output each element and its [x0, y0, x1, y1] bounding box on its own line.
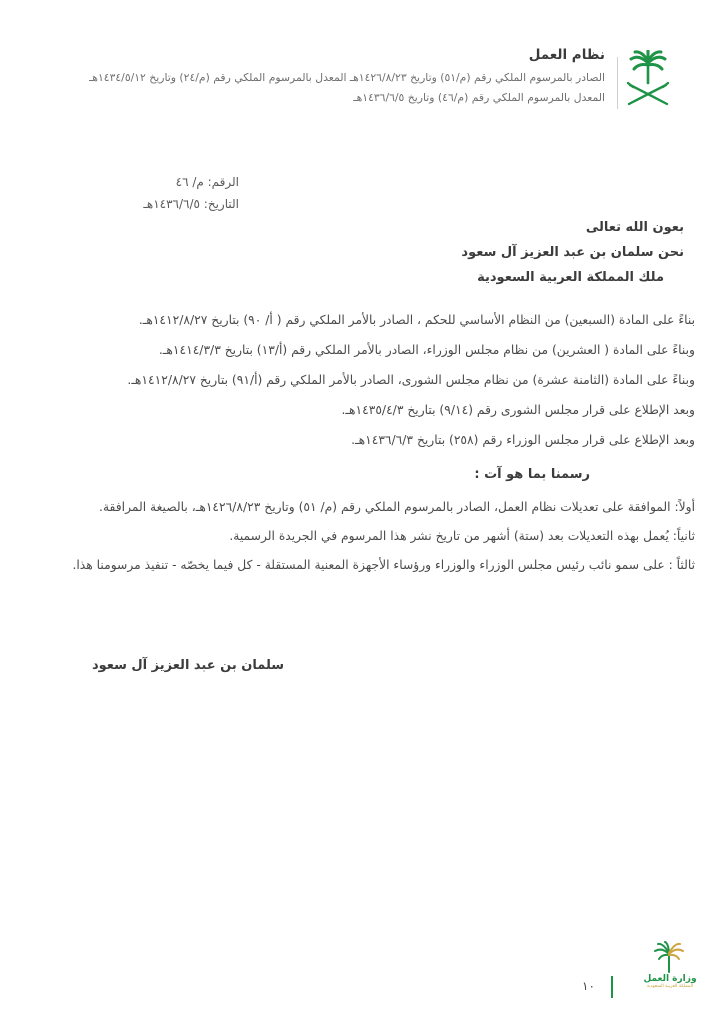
decree-meta: [143, 171, 239, 215]
decree-heading: رسمنا بما هو آت :: [474, 467, 590, 482]
law-subtitle-line1: الصادر بالمرسوم الملكي رقم (م/٥١) وتاريخ ١٤٢٦/٨/٢٣هـ المعدل بالمرسوم الملكي رقم (م/٢٤) وتاريخ ١٤٣٤/٥/١٢هـ: [89, 71, 605, 84]
king-name-line: نحن سلمان بن عبد العزيز آل سعود: [461, 245, 684, 260]
recital-line: وبعد الإطلاع على قرار مجلس الوزراء رقم (٢٥٨) بتاريخ ١٤٣٦/٦/٣هـ.: [351, 433, 695, 447]
ministry-country: المملكة العربية السعودية: [646, 984, 694, 989]
decree-date: التاريخ: ١٤٣٦/٦/٥هـ: [143, 197, 239, 211]
invocation-line: بعون الله تعالى: [585, 220, 684, 235]
document-header: [45, 47, 605, 108]
king-title-line: ملك المملكة العربية السعودية: [477, 270, 664, 285]
article-third: ثالثاً : على سمو نائب رئيس مجلس الوزراء والوزراء ورؤساء الأجهزة المعنية المستقلة - كل فيما يخصّه - تنفيذ مرسومنا هذا.: [72, 558, 695, 572]
ministry-name: وزارة العمل: [643, 974, 697, 984]
king-signature: سلمان بن عبد العزيز آل سعود: [91, 658, 285, 673]
ministry-logo: [636, 941, 704, 990]
header-divider: [617, 57, 618, 109]
recitals-section: [28, 311, 695, 461]
preamble: [461, 215, 684, 290]
page-number: ١٠: [582, 979, 595, 993]
recital-line: وبعد الإطلاع على قرار مجلس الشورى رقم (٩/١٤) بتاريخ ١٤٣٥/٤/٣هـ.: [341, 403, 695, 417]
law-title: نظام العمل: [528, 47, 605, 63]
law-subtitle-line2: المعدل بالمرسوم الملكي رقم (م/٤٦) وتاريخ ١٤٣٦/٦/٥هـ: [353, 91, 605, 104]
ministry-palm-icon: [653, 941, 687, 973]
articles-section: [28, 496, 695, 583]
recital-line: وبناءً على المادة ( العشرين) من نظام مجلس الوزراء، الصادر بالأمر الملكي رقم (أ/١٣) بتاريخ ١٤١٤/٣/٣هـ.: [158, 343, 695, 357]
article-first: أولاً: الموافقة على تعديلات نظام العمل، الصادر بالمرسوم الملكي رقم (م/ ٥١) وتاريخ ١٤٢٦/٨/٢٣هـ، بالصيغة المرافقة.: [99, 500, 695, 514]
article-second: ثانياً: يُعمل بهذه التعديلات بعد (ستة) أشهر من تاريخ نشر هذا المرسوم في الجريدة الرسمية.: [229, 529, 695, 543]
footer-divider-bar: [611, 976, 613, 998]
recital-line: وبناءً على المادة (الثامنة عشرة) من نظام مجلس الشورى، الصادر بالأمر الملكي رقم (أ/٩١) بتاريخ ١٤١٢/٨/٢٧هـ.: [127, 373, 695, 387]
recital-line: بناءً على المادة (السبعين) من النظام الأساسي للحكم ، الصادر بالأمر الملكي رقم ( أ/ ٩٠) بتاريخ ١٤١٢/٨/٢٧هـ.: [138, 313, 695, 327]
saudi-emblem-icon: [626, 50, 670, 108]
decree-number: الرقم: م/ ٤٦: [175, 175, 239, 189]
